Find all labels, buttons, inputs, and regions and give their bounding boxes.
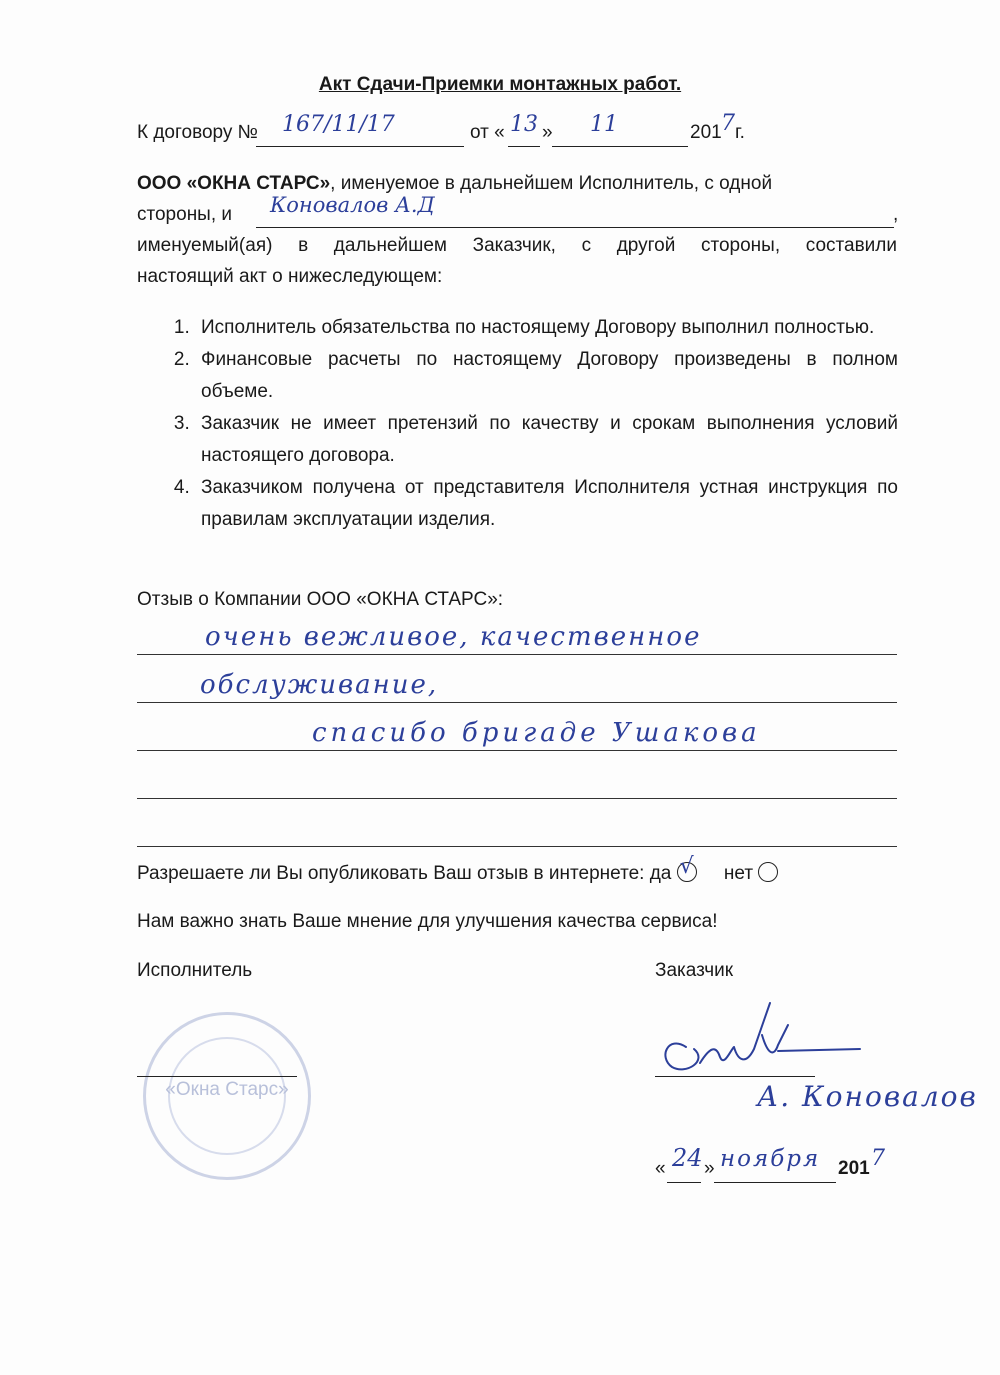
contract-prefix: К договору № <box>137 122 259 143</box>
yes-checkbox[interactable] <box>677 854 697 882</box>
contract-from-label: от « <box>470 122 505 143</box>
customer-date-year-digit: 7 <box>871 1146 885 1171</box>
intro-line-2-prefix: стороны, и <box>137 204 233 225</box>
contract-month-line <box>552 146 688 147</box>
no-label: нет <box>723 863 754 884</box>
review-line-3 <box>137 750 897 751</box>
review-line-5 <box>137 846 897 847</box>
intro-line-4: настоящий акт о нижеследующем: <box>137 266 443 287</box>
publish-question-row <box>137 854 778 886</box>
customer-date-month: ноября <box>720 1146 821 1172</box>
customer-date-day: 24 <box>672 1144 703 1172</box>
customer-label: Заказчик <box>655 960 734 981</box>
company-name: ООО «ОКНА СТАРС» <box>137 173 331 194</box>
executor-signature-line <box>137 1076 297 1077</box>
intro-line-3: именуемый(ая) в дальнейшем Заказчик, с другой стороны, составили <box>137 235 897 256</box>
company-stamp <box>143 1012 311 1180</box>
yes-checkmark: √ <box>679 854 694 879</box>
intro-line-1 <box>137 172 897 196</box>
review-text-1: очень вежливое, качественное <box>205 622 702 652</box>
contract-day: 13 <box>510 112 538 137</box>
customer-name-handwritten: Коновалов А.Д <box>270 193 435 217</box>
intro-line-2-comma: , <box>893 204 899 225</box>
customer-name-line <box>256 227 894 228</box>
document-title: Акт Сдачи-Приемки монтажных работ. <box>318 74 682 95</box>
contract-number: 167/11/17 <box>282 112 395 137</box>
list-item: 3. Заказчик не имеет претензий по качеству и срокам выполнения условий настоящего договора. <box>195 408 898 472</box>
review-text-3: спасибо бригаде Ушакова <box>312 718 761 748</box>
list-item: 1. Исполнитель обязательства по настоящему Договору выполнил полностью. <box>195 312 898 344</box>
contract-close-quote: » <box>542 122 553 143</box>
publish-question: Разрешаете ли Вы опубликовать Ваш отзыв в интернете: да <box>137 863 672 884</box>
customer-date-day-line <box>667 1182 701 1183</box>
no-checkbox[interactable] <box>758 862 778 882</box>
review-label: Отзыв о Компании ООО «ОКНА СТАРС»: <box>137 589 504 610</box>
intro-line-1-rest: , именуемое в дальнейшем Исполнитель, с одной <box>330 173 773 194</box>
customer-date-open: « <box>655 1158 666 1179</box>
review-line-1 <box>137 654 897 655</box>
review-line-2 <box>137 702 897 703</box>
list-item: 2. Финансовые расчеты по настоящему Договору произведены в полном объеме. <box>195 344 898 408</box>
customer-date-year: 201 <box>838 1158 870 1179</box>
contract-number-line <box>256 146 464 147</box>
contract-year: 201 <box>690 122 722 143</box>
stamp-text: «Окна Старс» <box>165 1079 289 1100</box>
contract-year-suffix: г. <box>735 122 745 143</box>
terms-list <box>163 312 898 536</box>
footer-note: Нам важно знать Ваше мнение для улучшения качества сервиса! <box>137 911 718 932</box>
list-item: 4. Заказчиком получена от представителя Исполнителя устная инструкция по правилам эксплуатации изделия. <box>195 472 898 536</box>
review-text-2: обслуживание, <box>200 670 439 700</box>
executor-label: Исполнитель <box>137 960 253 981</box>
customer-signature <box>650 995 870 1085</box>
review-line-4 <box>137 798 897 799</box>
customer-date-close-quote: » <box>704 1158 715 1179</box>
customer-date-month-line <box>714 1182 836 1183</box>
contract-day-line <box>508 146 540 147</box>
customer-name-signature: А. Коновалов <box>757 1080 978 1113</box>
contract-year-digit: 7 <box>721 111 735 136</box>
contract-month: 11 <box>590 112 618 137</box>
